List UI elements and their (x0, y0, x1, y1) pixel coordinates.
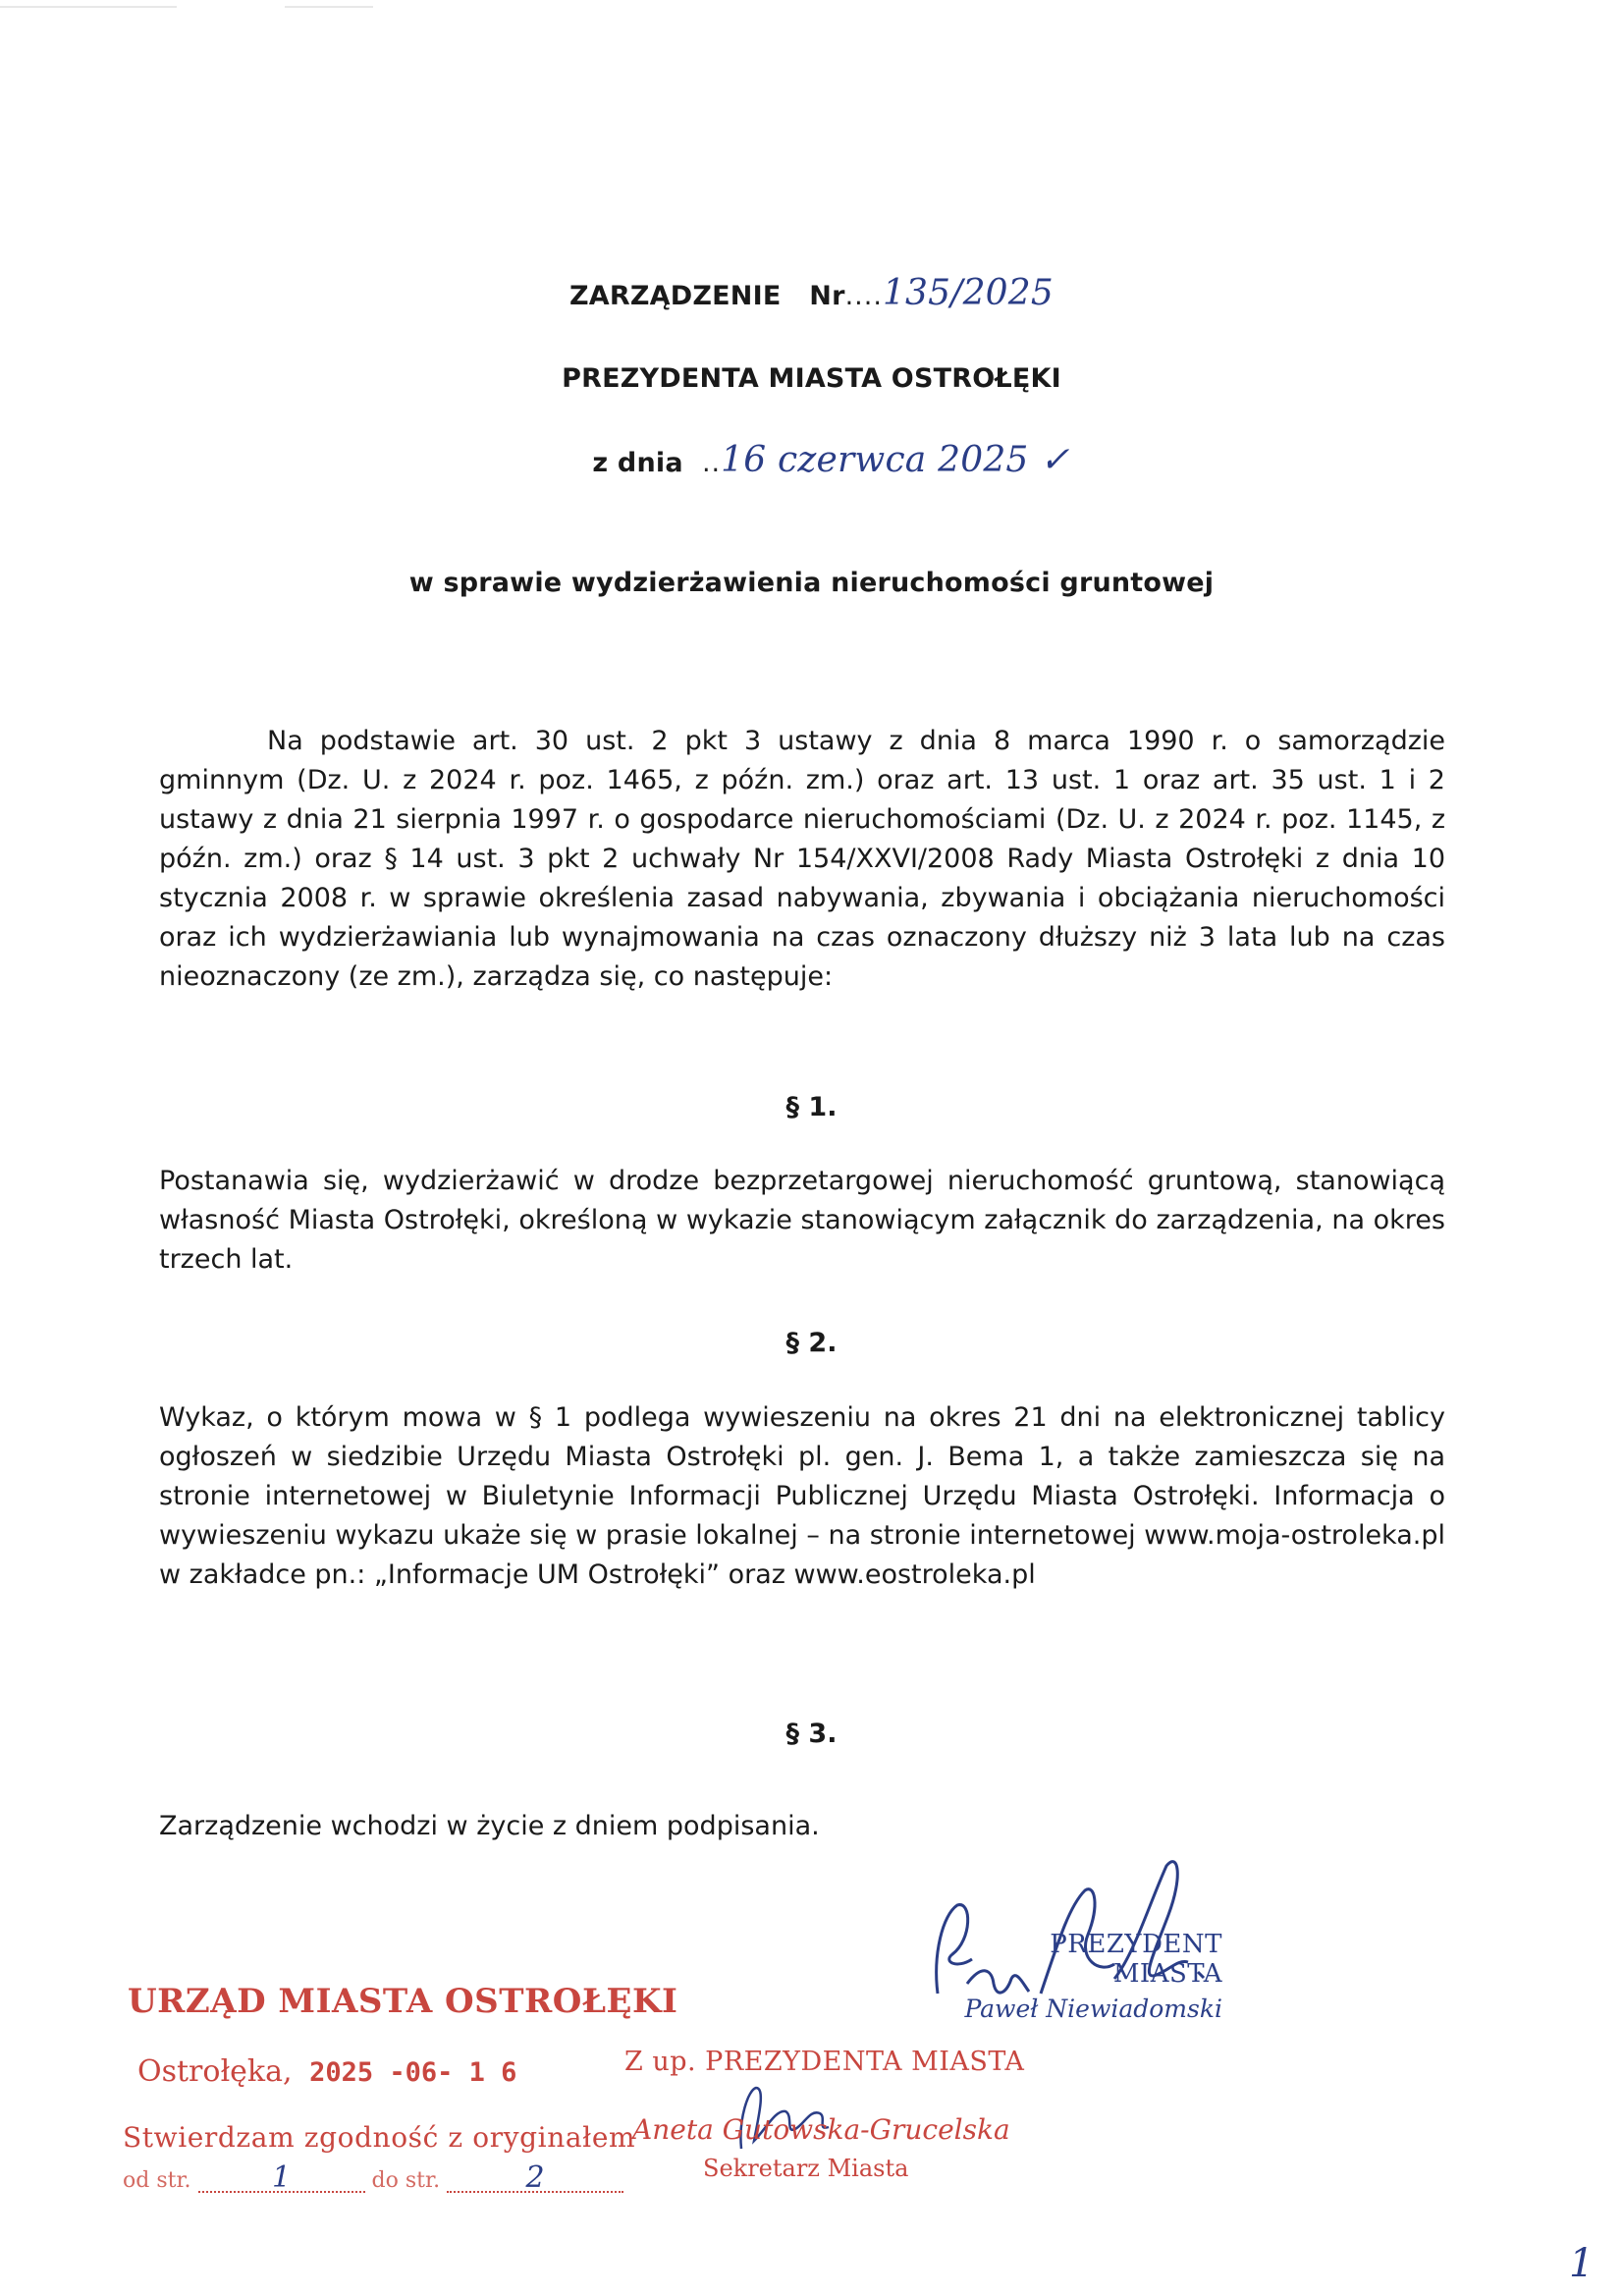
section-1-text: Postanawia się, wydzierżawić w drodze bezprzetargowej nieruchomość gruntową, stanowiącą własność Miasta Ostrołęki, określoną w wykazie stanowiącym załącznik do zarządzenia, na okres trzech lat. (159, 1166, 1445, 1275)
handwritten-date: 16 czerwca 2025 (721, 440, 1029, 480)
preamble: Na podstawie art. 30 ust. 2 pkt 3 ustawy z dnia 8 marca 1990 r. o samorządzie gminnym (Dz. U. z 2024 r. poz. 1465, z późn. zm.) oraz art. 13 ust. 1 oraz art. 35 ust. 1 i 2 ustawy z dnia 21 sierpnia 1997 r. o gospodarce nieruchomościami (Dz. U. z 2024 r. poz. 1145, z późn. zm.) oraz § 14 ust. 3 pkt 2 uchwały Nr 154/XXVI/2008 Rady Miasta Ostrołęki z dnia 10 stycznia 2008 r. w sprawie określenia zasad nabywania, zbywania i obciążania nieruchomości oraz ich wydzierżawiania lub wynajmowania na czas oznaczony dłuższy niż 3 lata lub na czas nieoznaczony (ze zm.), zarządza się, co następuje: (159, 726, 1445, 992)
president-signature (938, 1930, 1222, 2023)
subject: w sprawie wydzierżawienia nieruchomości gruntowej (408, 568, 1215, 598)
secretary-role: Sekretarz Miasta (703, 2155, 909, 2182)
number-prefix: Nr (809, 281, 845, 311)
number-dots: .... (844, 281, 883, 311)
section-1-sign: § 1. (785, 1092, 838, 1122)
date-prefix: z dnia (592, 448, 683, 478)
office-stamp-date: 2025 -06- 1 6 (309, 2057, 517, 2088)
office-stamp-title: URZĄD MIASTA OSTROŁĘKI (128, 1982, 678, 2021)
secretary-name: Aneta Gutowska-Grucelska (632, 2113, 1010, 2146)
from-label: od str. (123, 2168, 191, 2193)
from-value: 1 (198, 2165, 365, 2193)
scan-edge-mark (285, 6, 373, 8)
office-stamp-date-line (137, 2054, 516, 2089)
title-label: ZARZĄDZENIE (569, 281, 782, 311)
section-2-text: Wykaz, o którym mowa w § 1 podlega wywieszeniu na okres 21 dni na elektronicznej tablicy ogłoszeń w siedzibie Urzędu Miasta Ostrołęki pl. gen. J. Bema 1, a także zamieszcza się na stronie internetowej w Biuletynie Informacji Publicznej Urzędu Miasta Ostrołęki. Informacja o wywieszeniu wykazu ukaże się w prasie lokalnej – na stronie internetowej www.moja-ostroleka.pl w zakładce pn.: „Informacje UM Ostrołęki” oraz www.eostroleka.pl (159, 1402, 1445, 1590)
president-role: PREZYDENT MIASTA (1050, 1930, 1222, 1989)
office-stamp-place: Ostrołęka, (137, 2054, 293, 2089)
conformity-statement: Stwierdzam zgodność z oryginałem (123, 2121, 636, 2154)
scan-edge-mark (0, 6, 177, 8)
to-value: 2 (447, 2165, 623, 2193)
page-number: 1 (1569, 2241, 1595, 2286)
president-name: Paweł Niewiadomski (964, 1995, 1222, 2023)
section-2-sign: § 2. (785, 1328, 838, 1358)
section-3-sign: § 3. (785, 1719, 838, 1749)
secretary-stamp-line: Z up. PREZYDENTA MIASTA (624, 2047, 1025, 2077)
date-line: z dnia ..16 czerwca 2025 ✓ (592, 440, 1070, 480)
issuer: PREZYDENTA MIASTA OSTROŁĘKI (562, 363, 1061, 394)
document-title (0, 273, 1623, 313)
page-range (123, 2160, 623, 2195)
handwritten-number: 135/2025 (882, 273, 1054, 313)
section-3-text: Zarządzenie wchodzi w życie z dniem podpisania. (159, 1811, 820, 1841)
to-label: do str. (371, 2168, 441, 2193)
